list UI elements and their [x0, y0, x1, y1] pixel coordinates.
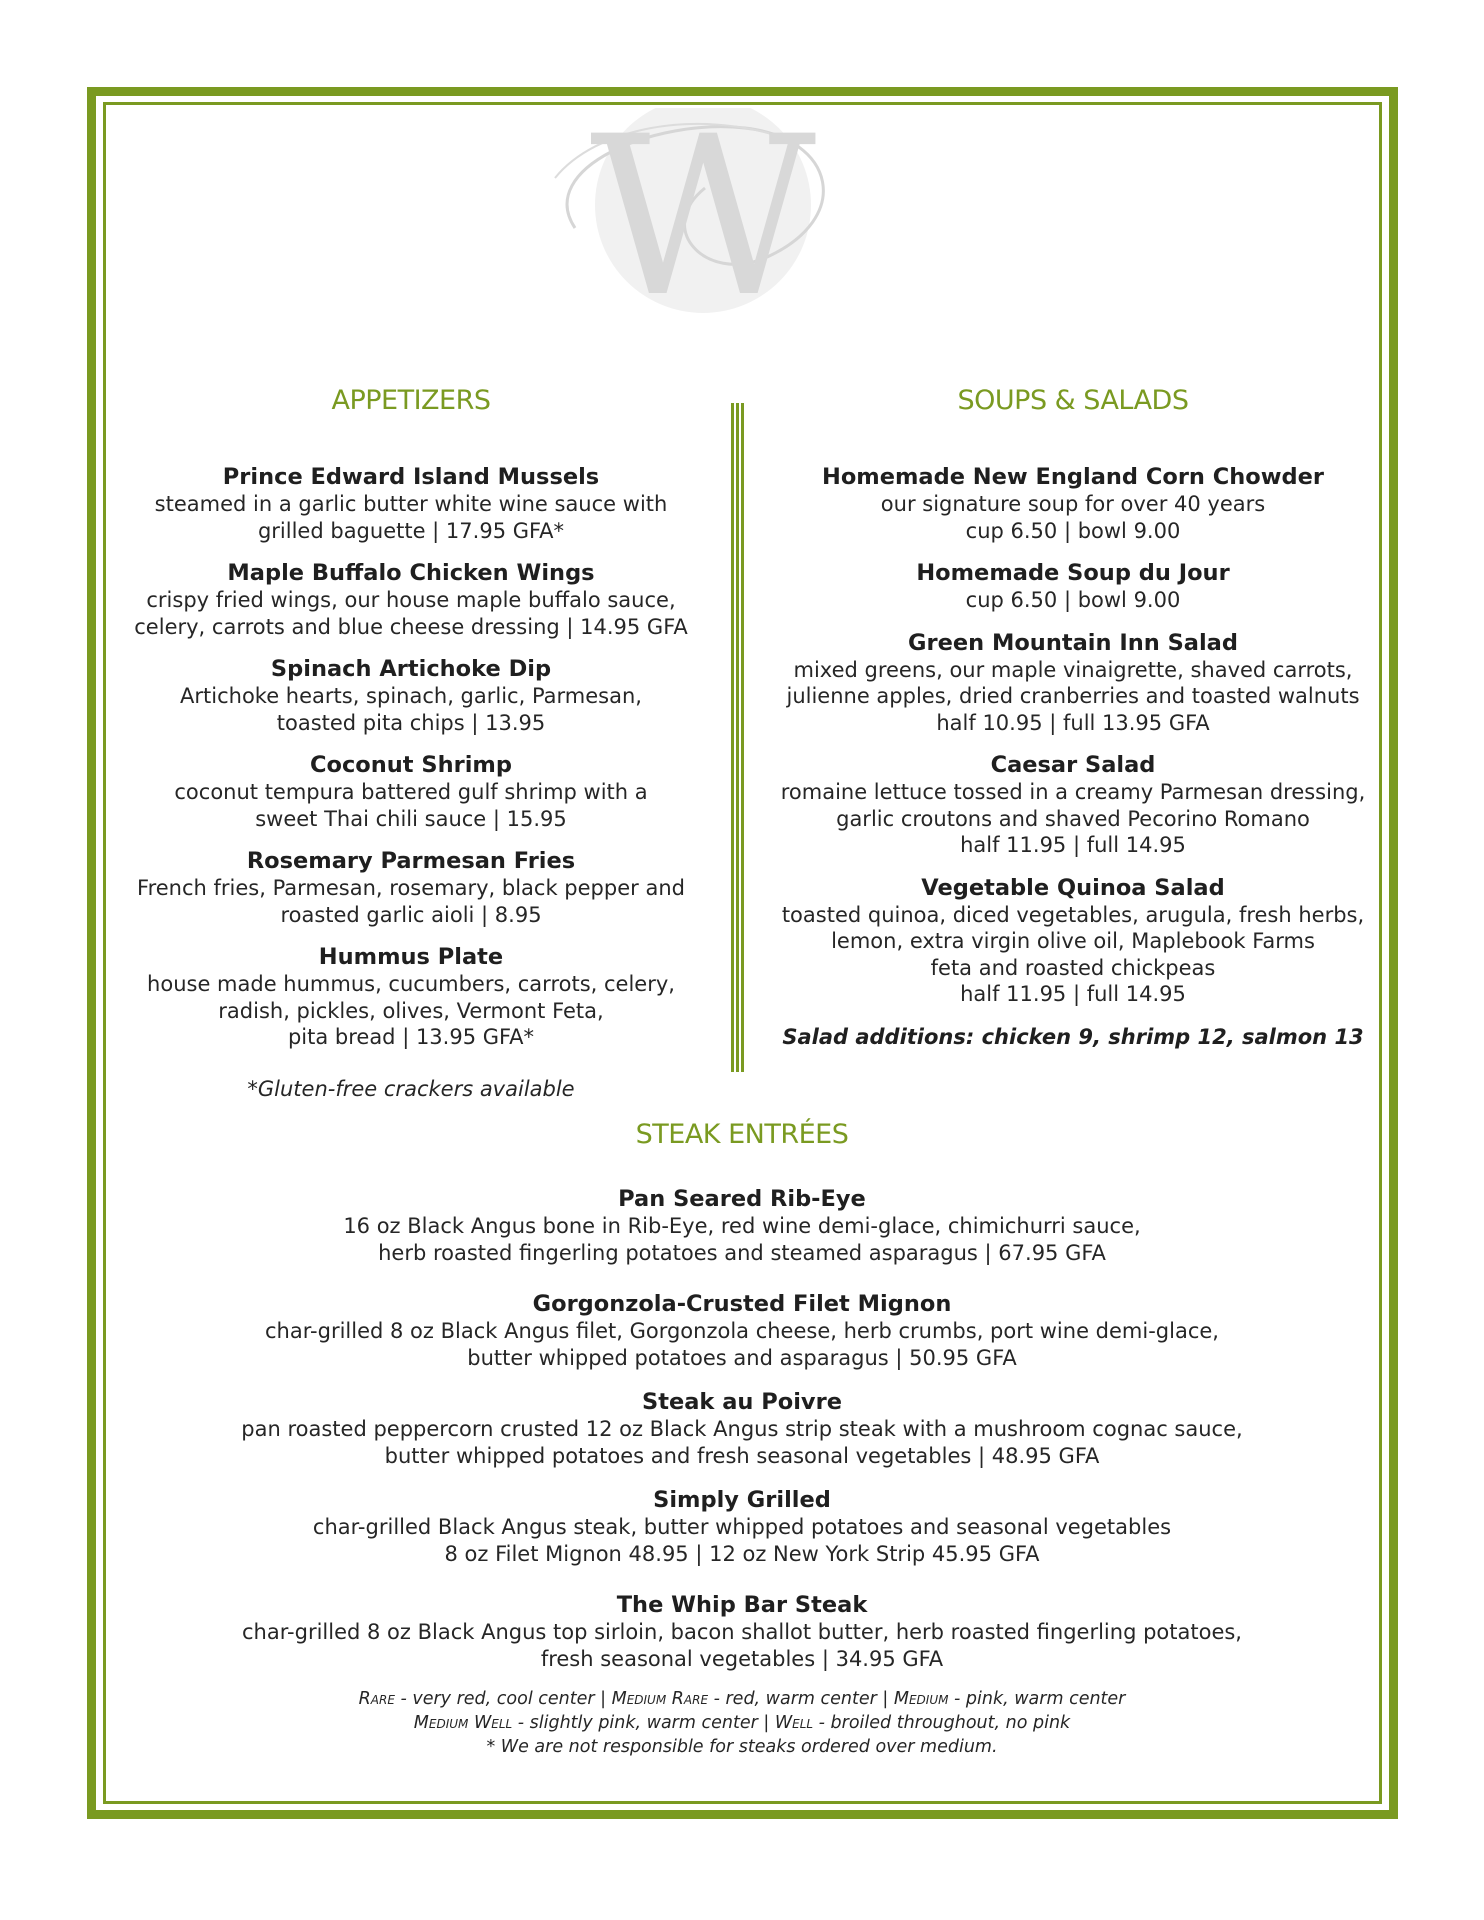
steak-entrees-list: [120, 1186, 1364, 1672]
menu-item-name: Hummus Plate: [318, 944, 504, 970]
menu-item-description: garlic croutons and shaved Pecorino Romano: [836, 806, 1310, 831]
menu-item: [120, 1389, 1364, 1469]
menu-item-description: radish, pickles, olives, Vermont Feta,: [218, 998, 604, 1023]
medium-well-desc: - slightly pink, warm center |: [512, 1713, 775, 1733]
monogram-w-logo: [535, 108, 870, 318]
menu-item: [120, 1592, 1364, 1672]
menu-item: [770, 752, 1376, 859]
menu-item-name: Prince Edward Island Mussels: [222, 464, 600, 490]
menu-item: [120, 848, 702, 928]
menu-item-description: house made hummus, cucumbers, carrots, celery,: [147, 972, 675, 996]
menu-item-name: Pan Seared Rib-Eye: [618, 1186, 866, 1212]
soups-salads-section: [770, 382, 1376, 1051]
menu-item-description: char-grilled 8 oz Black Angus filet, Gorgonzola cheese, herb crumbs, port wine demi-glace,: [265, 1319, 1219, 1343]
menu-item: [120, 1487, 1364, 1567]
menu-item-description: half 10.95 | full 13.95 GFA: [936, 710, 1210, 735]
menu-item-name: Simply Grilled: [653, 1487, 831, 1513]
appetizers-list: [120, 464, 702, 1051]
menu-item-description: toasted quinoa, diced vegetables, arugula, fresh herbs,: [781, 902, 1365, 927]
logo-letter: W: [589, 108, 817, 318]
menu-item-name: Gorgonzola-Crusted Filet Mignon: [532, 1291, 952, 1317]
menu-item: [120, 1291, 1364, 1371]
menu-item-name: Maple Buffalo Chicken Wings: [227, 560, 595, 586]
doneness-footnotes: [120, 1687, 1364, 1759]
soups-salads-list: [770, 464, 1376, 1008]
menu-item: [770, 464, 1376, 544]
medium-desc: - pink, warm center: [948, 1689, 1126, 1709]
medium-label: Medium: [893, 1689, 949, 1709]
menu-item-description: feta and roasted chickpeas: [930, 955, 1216, 980]
menu-item-description: grilled baguette | 17.95 GFA*: [257, 518, 565, 543]
steak-disclaimer: * We are not responsible for steaks ordered over medium.: [486, 1737, 998, 1757]
doneness-line-1: [120, 1687, 1364, 1711]
steak-entrees-title: STEAK ENTRÉES: [635, 1119, 849, 1150]
menu-item-name: Rosemary Parmesan Fries: [246, 848, 576, 874]
menu-item-description: sweet Thai chili sauce | 15.95: [255, 806, 567, 831]
menu-item-description: half 11.95 | full 14.95: [960, 982, 1186, 1006]
well-desc: - broiled throughout, no pink: [813, 1713, 1071, 1733]
menu-item-description: 16 oz Black Angus bone in Rib-Eye, red wine demi-glace, chimichurri sauce,: [343, 1214, 1141, 1238]
menu-item-description: fresh seasonal vegetables | 34.95 GFA: [540, 1646, 944, 1671]
menu-item-name: Caesar Salad: [990, 752, 1156, 778]
menu-item-description: half 11.95 | full 14.95: [960, 833, 1186, 857]
menu-item-name: Homemade New England Corn Chowder: [821, 464, 1325, 490]
menu-item-name: Green Mountain Inn Salad: [908, 629, 1238, 656]
menu-item: [120, 464, 702, 544]
steak-entrees-section: [120, 1116, 1364, 1697]
menu-item-name: The Whip Bar Steak: [616, 1592, 868, 1618]
appetizers-section: [120, 382, 702, 1103]
menu-item-description: mixed greens, our maple vinaigrette, shaved carrots,: [793, 657, 1353, 682]
menu-item-description: steamed in a garlic butter white wine sauce with: [154, 492, 668, 516]
salad-additions-note: Salad additions: chicken 9, shrimp 12, salmon 13: [782, 1024, 1364, 1049]
menu-item-description: roasted garlic aioli | 8.95: [280, 902, 542, 927]
menu-item-name: Coconut Shrimp: [310, 752, 512, 778]
menu-item: [770, 630, 1376, 737]
menu-item-description: coconut tempura battered gulf shrimp with a: [174, 780, 648, 804]
menu-item-name: Spinach Artichoke Dip: [270, 656, 552, 682]
soups-salads-title: SOUPS & SALADS: [957, 385, 1189, 416]
menu-item: [120, 656, 702, 736]
menu-item: [120, 1186, 1364, 1266]
menu-item-description: butter whipped potatoes and asparagus | 50.95 GFA: [467, 1345, 1017, 1370]
medium-well-label: Medium Well: [413, 1713, 513, 1733]
menu-item-description: crispy fried wings, our house maple buffalo sauce,: [146, 588, 676, 612]
menu-item: [770, 875, 1376, 1008]
gluten-free-note: *Gluten-free crackers available: [247, 1076, 575, 1101]
medium-rare-desc: - red, warm center |: [708, 1689, 894, 1709]
menu-item-name: Vegetable Quinoa Salad: [921, 874, 1225, 901]
rare-label: Rare: [358, 1689, 395, 1709]
menu-item-description: cup 6.50 | bowl 9.00: [965, 588, 1181, 612]
menu-item-description: toasted pita chips | 13.95: [276, 710, 546, 735]
menu-item-description: char-grilled 8 oz Black Angus top sirloin, bacon shallot butter, herb roasted fingerling potatoes,: [242, 1620, 1242, 1644]
column-divider: [731, 403, 745, 1072]
menu-item-description: lemon, extra virgin olive oil, Maplebook Farms: [831, 929, 1315, 953]
menu-item-description: cup 6.50 | bowl 9.00: [965, 518, 1181, 543]
rare-desc: - very red, cool center |: [394, 1689, 612, 1709]
menu-item-description: julienne apples, dried cranberries and toasted walnuts: [786, 684, 1360, 708]
menu-item-description: romaine lettuce tossed in a creamy Parmesan dressing,: [780, 780, 1366, 804]
menu-item: [770, 560, 1376, 614]
menu-item-description: our signature soup for over 40 years: [880, 492, 1266, 516]
menu-item: [120, 752, 702, 832]
well-label: Well: [774, 1713, 814, 1733]
menu-item-description: herb roasted fingerling potatoes and steamed asparagus | 67.95 GFA: [378, 1240, 1106, 1265]
menu-item-name: Homemade Soup du Jour: [916, 560, 1230, 586]
doneness-line-2: [120, 1711, 1364, 1735]
appetizers-title: APPETIZERS: [331, 385, 491, 416]
menu-item-description: celery, carrots and blue cheese dressing | 14.95 GFA: [134, 614, 688, 639]
menu-item-description: Artichoke hearts, spinach, garlic, Parmesan,: [180, 684, 642, 708]
menu-item: [120, 560, 702, 640]
medium-rare-label: Medium Rare: [611, 1689, 709, 1709]
menu-item-description: char-grilled Black Angus steak, butter whipped potatoes and seasonal vegetables: [312, 1515, 1172, 1539]
menu-item-description: pita bread | 13.95 GFA*: [287, 1025, 535, 1049]
menu-item-description: pan roasted peppercorn crusted 12 oz Black Angus strip steak with a mushroom cognac sauce,: [241, 1417, 1243, 1441]
menu-item: [120, 944, 702, 1051]
menu-item-description: 8 oz Filet Mignon 48.95 | 12 oz New York Strip 45.95 GFA: [444, 1541, 1040, 1566]
menu-item-description: French fries, Parmesan, rosemary, black pepper and: [137, 876, 685, 900]
menu-item-description: butter whipped potatoes and fresh seasonal vegetables | 48.95 GFA: [384, 1443, 1100, 1468]
menu-item-name: Steak au Poivre: [642, 1389, 842, 1415]
